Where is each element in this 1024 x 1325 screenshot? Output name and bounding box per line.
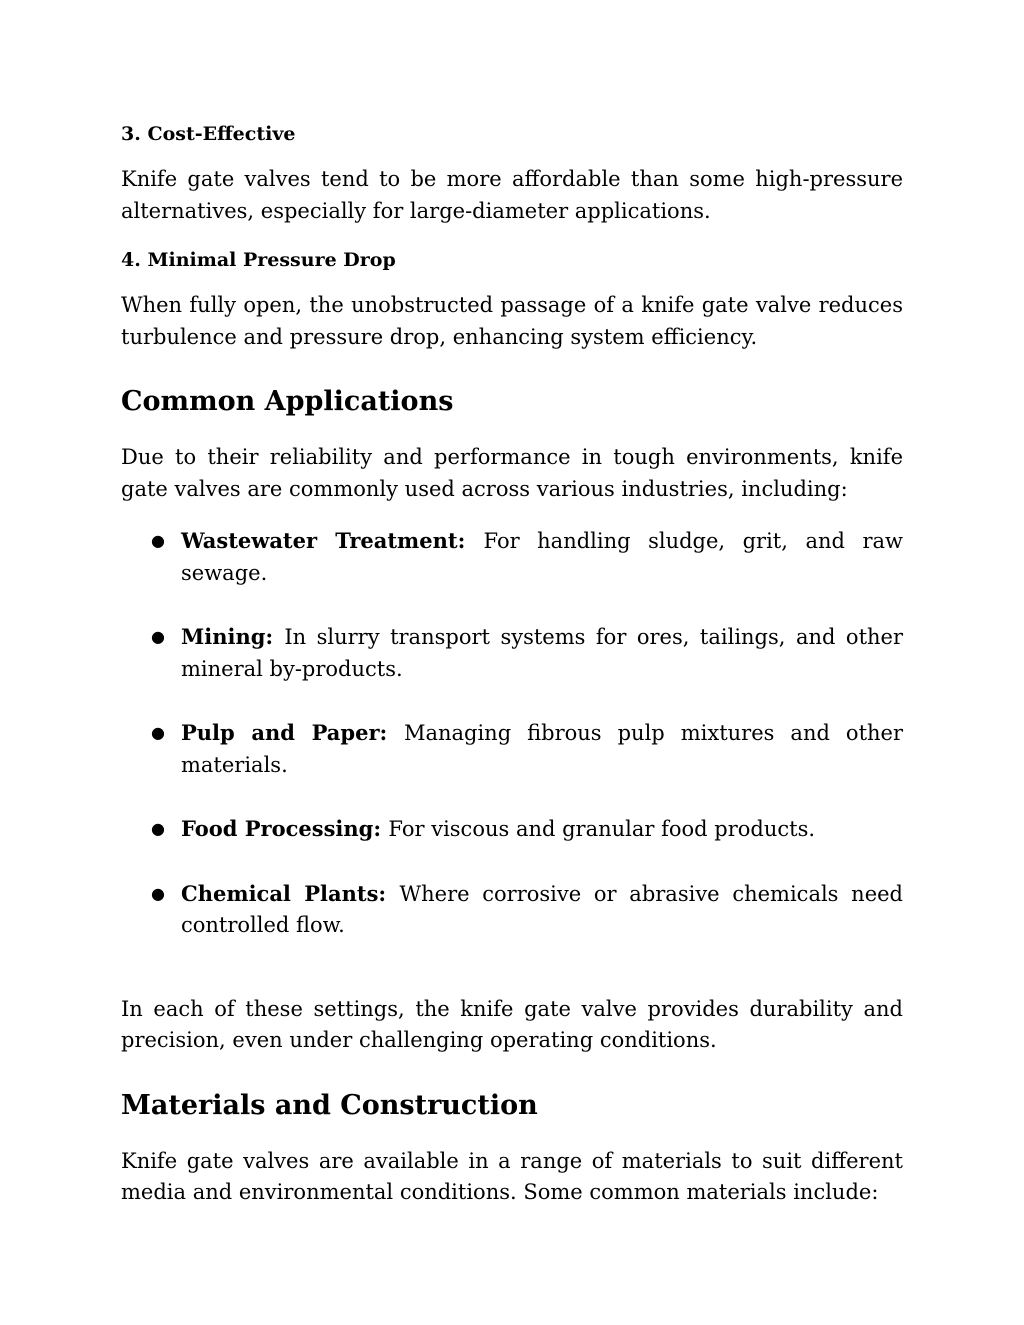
list-item — [121, 525, 903, 589]
list-item-description: Managing fibrous pulp mixtures and other materials. — [181, 721, 904, 777]
heading-common-applications: Common Applications — [121, 386, 454, 417]
list-item — [121, 813, 903, 846]
list-item-description: Where corrosive or abrasive chemicals need controlled flow. — [181, 881, 903, 937]
subheading-cost-effective: 3. Cost-Effective — [121, 123, 296, 145]
paragraph-applications-conclusion: In each of these settings, the knife gate valve provides durability and precision, even under challenging operating conditions. — [121, 996, 903, 1052]
heading-materials-and-construction: Materials and Construction — [121, 1089, 538, 1121]
bullet-icon: ● — [151, 627, 165, 646]
list-item — [121, 717, 903, 781]
paragraph-minimal-pressure-drop: When fully open, the unobstructed passage of a knife gate valve reduces turbulence and pressure drop, enhancing system efficiency. — [121, 293, 903, 349]
bullet-icon: ● — [151, 883, 165, 903]
applications-list — [121, 525, 903, 942]
document-content — [121, 121, 903, 1209]
list-item — [121, 878, 903, 942]
list-item-term: Food Processing: — [181, 816, 389, 841]
paragraph-applications-intro: Due to their reliability and performance in tough environments, knife gate valves are commonly used across various industries, including: — [121, 445, 903, 501]
bullet-icon: ● — [151, 819, 165, 838]
list-item-term: Wastewater Treatment: — [181, 528, 484, 553]
bullet-icon: ● — [151, 531, 165, 550]
list-item-term: Pulp and Paper: — [181, 720, 404, 745]
list-item-description: In slurry transport systems for ores, tailings, and other mineral by-products. — [181, 625, 904, 681]
subheading-minimal-pressure-drop: 4. Minimal Pressure Drop — [121, 249, 396, 271]
list-item-term: Chemical Plants: — [181, 880, 400, 906]
paragraph-materials-intro: Knife gate valves are available in a range of materials to suit different media and environmental conditions. Some common materials include: — [121, 1148, 903, 1204]
bullet-icon: ● — [151, 723, 165, 742]
list-item-description: For handling sludge, grit, and raw sewage. — [181, 529, 903, 585]
paragraph-cost-effective: Knife gate valves tend to be more affordable than some high-pressure alternatives, especially for large-diameter applications. — [121, 167, 903, 223]
list-item-term: Mining: — [181, 624, 285, 649]
list-item — [121, 621, 903, 685]
list-item-description: For viscous and granular food products. — [388, 817, 816, 841]
